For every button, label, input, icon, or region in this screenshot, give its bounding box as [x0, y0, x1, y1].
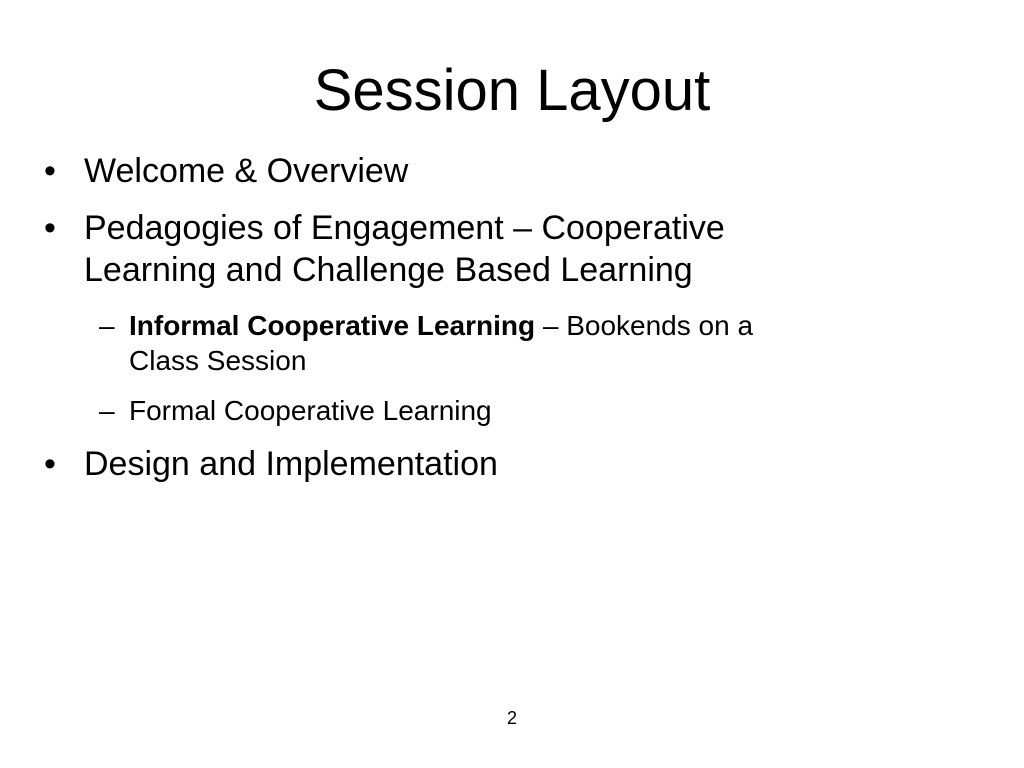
bullet-text: Welcome & Overview: [84, 152, 409, 190]
sub-item-formal: [99, 393, 949, 428]
sub-item-informal: [99, 308, 949, 378]
bullet-icon: •: [44, 152, 56, 190]
bullet-icon: •: [44, 209, 56, 247]
bullet-text: Design and Implementation: [84, 445, 498, 483]
bullet-item-pedagogies: [44, 207, 984, 291]
sub-item-line-1: [129, 308, 949, 343]
sub-item-bold-text: Informal Cooperative Learning: [129, 310, 536, 341]
bullet-item-design: [44, 443, 984, 485]
slide-title: Session Layout: [313, 58, 711, 123]
sub-item-line-2: Class Session: [129, 345, 307, 376]
page-number: 2: [506, 708, 517, 728]
dash-icon: –: [99, 310, 115, 341]
bullet-icon: •: [44, 445, 56, 483]
bullet-text-line-1: Pedagogies of Engagement – Cooperative: [84, 209, 725, 247]
bullet-text-line-2: Learning and Challenge Based Learning: [84, 251, 693, 289]
bullet-item-welcome: [44, 150, 984, 192]
sub-item-text: Formal Cooperative Learning: [129, 395, 492, 426]
dash-icon: –: [99, 395, 115, 426]
sub-item-rest-text: – Bookends on a: [535, 310, 754, 341]
